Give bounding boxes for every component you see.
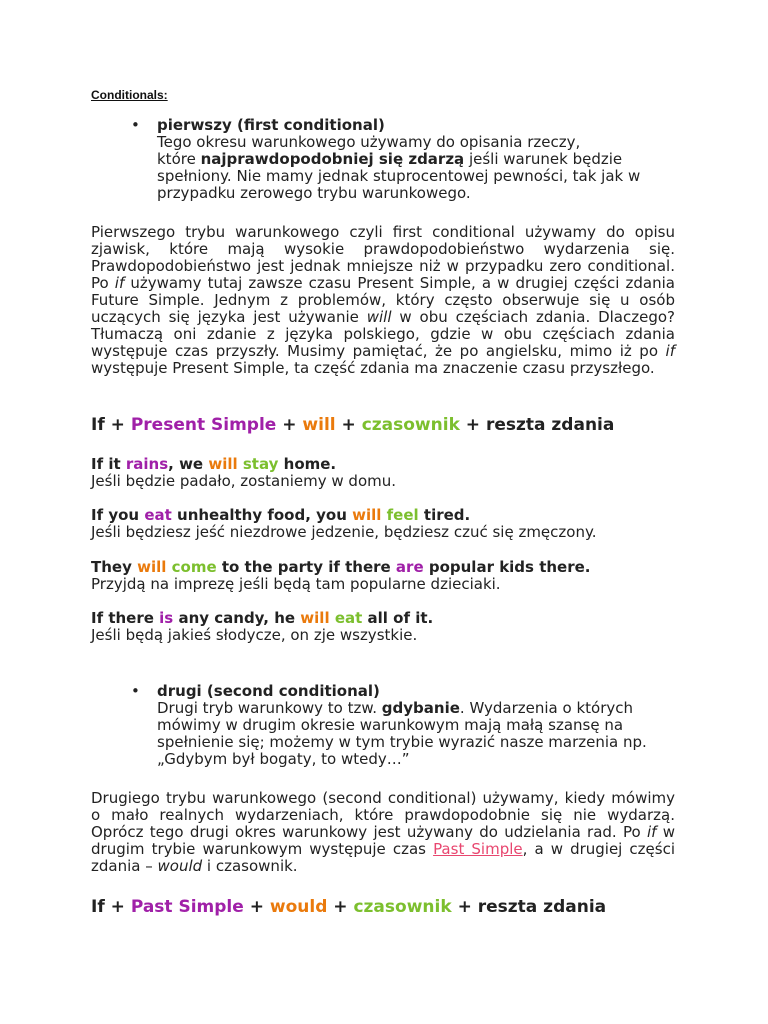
first-desc-line-c: jeśli warunek będzie spełniony. Nie mamy jednak stuprocentowej pewności, tak jak w przypadku zerowego trybu warunkowego. [157, 150, 641, 202]
para-if: if [665, 342, 675, 360]
example-sentence [91, 559, 675, 593]
example-text: popular kids there. [423, 558, 591, 576]
second-conditional-title: drugi (second conditional) [157, 682, 380, 700]
example-highlight-purple: are [395, 558, 424, 576]
first-desc-line-a: Tego okresu warunkowego używamy do opisania rzeczy, [157, 133, 581, 151]
example-english [91, 610, 675, 627]
second-conditional-description [157, 683, 657, 768]
example-sentence [91, 456, 675, 490]
formula-tense: Present Simple [130, 415, 277, 435]
bullet-dot-icon: • [131, 116, 140, 134]
formula-plus: + [465, 415, 481, 435]
formula-plus: + [333, 897, 348, 917]
example-highlight-green: stay [242, 455, 279, 473]
para-text: w drugim trybie warunkowym występuje czas [91, 823, 675, 858]
formula-if: If [91, 415, 105, 435]
example-highlight-green: feel [386, 506, 419, 524]
example-text: to the party if there [216, 558, 396, 576]
formula-plus: + [341, 415, 356, 435]
example-english [91, 559, 675, 576]
formula-plus: + [110, 897, 125, 917]
second-conditional-paragraph [91, 790, 675, 875]
formula-if: If [91, 897, 105, 917]
example-text: If you [91, 506, 145, 524]
example-text: tired. [418, 506, 471, 524]
example-highlight-orange: will [208, 455, 238, 473]
example-text: , we [168, 455, 209, 473]
para-if: if [646, 823, 657, 841]
first-desc-bold: najprawdopodobniej się zdarzą [200, 150, 465, 168]
example-sentence [91, 507, 675, 541]
example-highlight-green: eat [334, 609, 363, 627]
formula-plus: + [282, 415, 297, 435]
example-highlight-purple: rains [125, 455, 169, 473]
example-text: home. [278, 455, 337, 473]
formula-verb: czasownik [361, 415, 460, 435]
second-desc-text: . Wydarzenia o których mówimy w drugim okresie warunkowym mają małą szansę na spełnienie się; możemy w tym trybie wyrazić nasze marzenia np. „Gdybym był bogaty, to wtedy…” [157, 699, 647, 768]
example-highlight-purple: eat [144, 506, 172, 524]
formula-rest: reszta zdania [477, 897, 607, 917]
bullet-dot-icon: • [131, 682, 140, 700]
para-would: would [157, 857, 203, 875]
past-simple-link[interactable]: Past Simple [433, 840, 523, 858]
formula-plus: + [249, 897, 264, 917]
example-text: They [91, 558, 138, 576]
formula-verb: czasownik [353, 897, 452, 917]
example-text: all of it. [362, 609, 434, 627]
para-text: Pierwszego trybu warunkowego czyli first conditional używamy do opisu zjawisk, które mają wysokie prawdopodobieństwo wydarzenia się. Prawdopodobieństwo jest jednak mniejsze niż w przypadku zero conditional. Po [91, 223, 675, 292]
example-text: any candy, he [173, 609, 301, 627]
example-text: If there [91, 609, 160, 627]
first-conditional-description [157, 117, 657, 202]
second-desc-text: Drugi tryb warunkowy to tzw. [157, 699, 382, 717]
example-text: If it [91, 455, 126, 473]
example-highlight-orange: will [300, 609, 330, 627]
example-sentence [91, 610, 675, 644]
formula-plus: + [110, 415, 125, 435]
page-heading: Conditionals: [91, 88, 168, 102]
first-conditional-paragraph [91, 224, 675, 377]
example-polish: Jeśli będziesz jeść niezdrowe jedzenie, będziesz czuć się zmęczony. [91, 523, 597, 541]
formula-modal: will [302, 415, 336, 435]
example-highlight-green: come [171, 558, 217, 576]
para-text: i czasownik. [202, 857, 298, 875]
first-desc-line-b: które [157, 150, 201, 168]
formula-modal: would [269, 897, 328, 917]
example-polish: Przyjdą na imprezę jeśli będą tam popularne dzieciaki. [91, 575, 501, 593]
para-will: will [366, 308, 392, 326]
formula-plus: + [457, 897, 472, 917]
first-conditional-title: pierwszy (first conditional) [157, 116, 385, 134]
example-text: unhealthy food, you [171, 506, 353, 524]
second-desc-bold: gdybanie [381, 699, 460, 717]
example-highlight-orange: will [352, 506, 382, 524]
second-conditional-formula [91, 896, 675, 918]
example-english [91, 456, 675, 473]
first-conditional-formula [91, 414, 675, 436]
para-text: , a w drugiej części zdania – [91, 840, 676, 875]
example-english [91, 507, 675, 524]
example-highlight-purple: is [159, 609, 174, 627]
formula-tense: Past Simple [130, 897, 244, 917]
para-text: występuje Present Simple, ta część zdania ma znaczenie czasu przyszłego. [91, 359, 655, 377]
para-text: w obu częściach zdania. Dlaczego? Tłumaczą oni zdanie z języka polskiego, gdzie w obu częściach zdania występuje czas przyszły. Musimy pamiętać, że po angielsku, mimo iż po [91, 308, 675, 360]
para-text: używamy tutaj zawsze czasu Present Simple, a w drugiej części zdania Future Simple. Jednym z problemów, który często obserwuje się u osób uczących się języka jest używanie [91, 274, 675, 326]
para-if: if [114, 274, 125, 292]
example-polish: Jeśli będzie padało, zostaniemy w domu. [91, 472, 397, 490]
example-highlight-orange: will [137, 558, 167, 576]
formula-rest: reszta zdania [485, 415, 615, 435]
example-polish: Jeśli będą jakieś słodycze, on zje wszystkie. [91, 626, 418, 644]
para-text: Drugiego trybu warunkowego (second conditional) używamy, kiedy mówimy o mało realnych wydarzeniach, które prawdopodobnie się nie wydarzą. Oprócz tego drugi okres warunkowy jest używany do udzielania rad. Po [91, 789, 675, 841]
